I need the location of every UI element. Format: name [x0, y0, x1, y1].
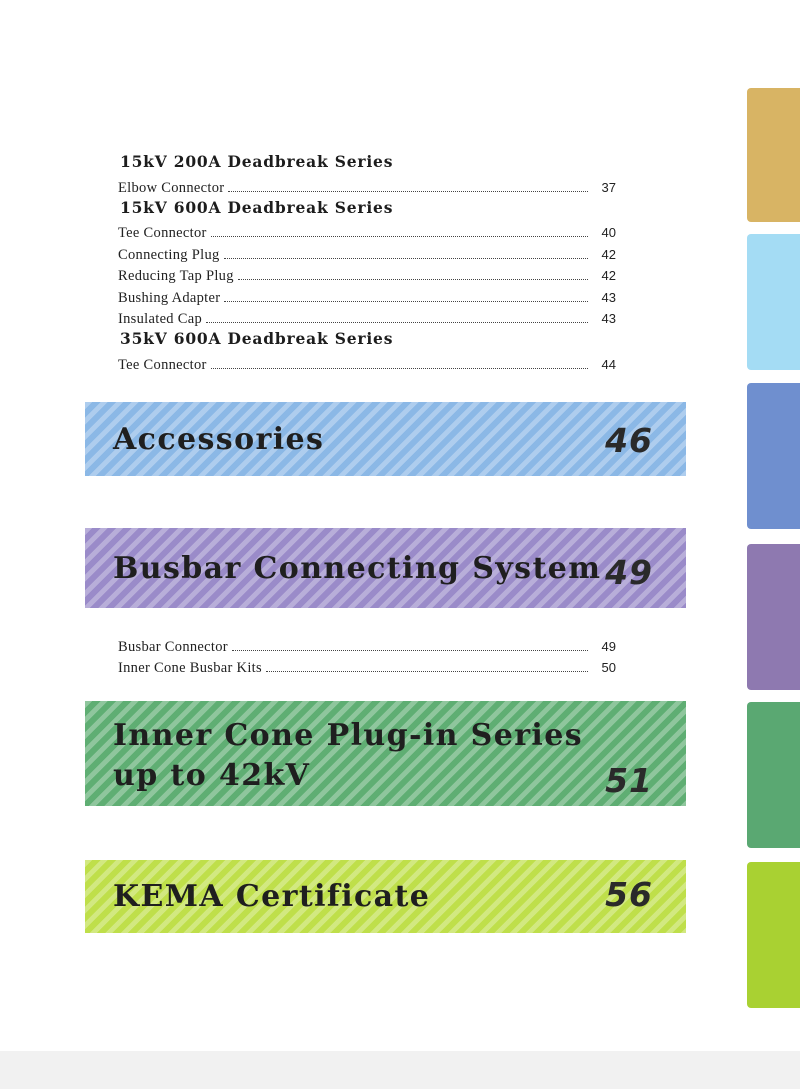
- toc-row[interactable]: [118, 351, 616, 373]
- banner-page-number: 56: [605, 875, 653, 914]
- bottom-strip: [0, 1051, 800, 1089]
- busbar-toc: [118, 633, 616, 676]
- dot-leader: [232, 650, 588, 651]
- series-heading-15kv-200a: 15kV 200A Deadbreak Series: [120, 152, 394, 171]
- section-tab-green[interactable]: [747, 702, 800, 848]
- toc-row[interactable]: [118, 174, 616, 196]
- dot-leader: [206, 322, 588, 323]
- dot-leader: [266, 671, 588, 672]
- dot-leader: [238, 279, 588, 280]
- section-tab-gold[interactable]: [747, 88, 800, 222]
- toc-row[interactable]: [118, 220, 616, 242]
- section-tab-blue[interactable]: [747, 383, 800, 529]
- dot-leader: [211, 368, 588, 369]
- toc-label: Insulated Cap: [118, 311, 203, 327]
- toc-page: 50: [601, 660, 616, 675]
- dot-leader: [228, 191, 588, 192]
- toc-label: Bushing Adapter: [118, 289, 221, 306]
- section-tab-lightblue[interactable]: [747, 234, 800, 370]
- toc-page: 42: [601, 268, 616, 283]
- toc-page: 40: [601, 225, 616, 240]
- toc-page: 49: [601, 638, 616, 654]
- toc-page: 44: [601, 356, 616, 372]
- toc-row[interactable]: [118, 284, 616, 306]
- toc-page: 43: [601, 311, 616, 326]
- banner-title: Busbar Connecting System: [113, 551, 602, 586]
- banner-page-number: 46: [605, 421, 653, 460]
- toc-label: Reducing Tap Plug: [118, 268, 234, 284]
- banner-title: KEMA Certificate: [113, 879, 431, 914]
- toc-label: Tee Connector: [118, 356, 207, 373]
- inner-cone-banner[interactable]: [85, 701, 686, 806]
- toc-label: Inner Cone Busbar Kits: [118, 660, 262, 676]
- dot-leader: [211, 236, 588, 237]
- toc-row[interactable]: [118, 633, 616, 655]
- series-heading-15kv-600a: 15kV 600A Deadbreak Series: [120, 197, 394, 217]
- busbar-banner[interactable]: [85, 528, 686, 608]
- banner-title-line2: up to 42kV: [113, 758, 311, 793]
- toc-page: 43: [601, 289, 616, 305]
- toc-row[interactable]: [118, 263, 616, 285]
- toc-label: Elbow Connector: [118, 179, 225, 196]
- dot-leader: [224, 258, 588, 259]
- deadbreak-toc: [118, 150, 616, 373]
- toc-label: Busbar Connector: [118, 638, 228, 655]
- toc-page: 37: [601, 179, 616, 195]
- banner-title: Inner Cone Plug-in Series: [113, 718, 583, 753]
- toc-label: Connecting Plug: [118, 246, 220, 263]
- dot-leader: [224, 301, 588, 302]
- kema-banner[interactable]: [85, 860, 686, 933]
- series-heading-35kv-600a: 35kV 600A Deadbreak Series: [120, 329, 394, 348]
- section-tab-lime[interactable]: [747, 862, 800, 1008]
- toc-page: 42: [601, 246, 616, 262]
- toc-row[interactable]: [118, 655, 616, 677]
- toc-label: Tee Connector: [118, 225, 207, 241]
- toc-row[interactable]: [118, 306, 616, 328]
- toc-row[interactable]: [118, 241, 616, 263]
- banner-page-number: 51: [605, 761, 653, 800]
- banner-page-number: 49: [605, 553, 653, 592]
- banner-title: Accessories: [113, 422, 325, 457]
- accessories-banner[interactable]: [85, 402, 686, 476]
- section-tab-purple[interactable]: [747, 544, 800, 690]
